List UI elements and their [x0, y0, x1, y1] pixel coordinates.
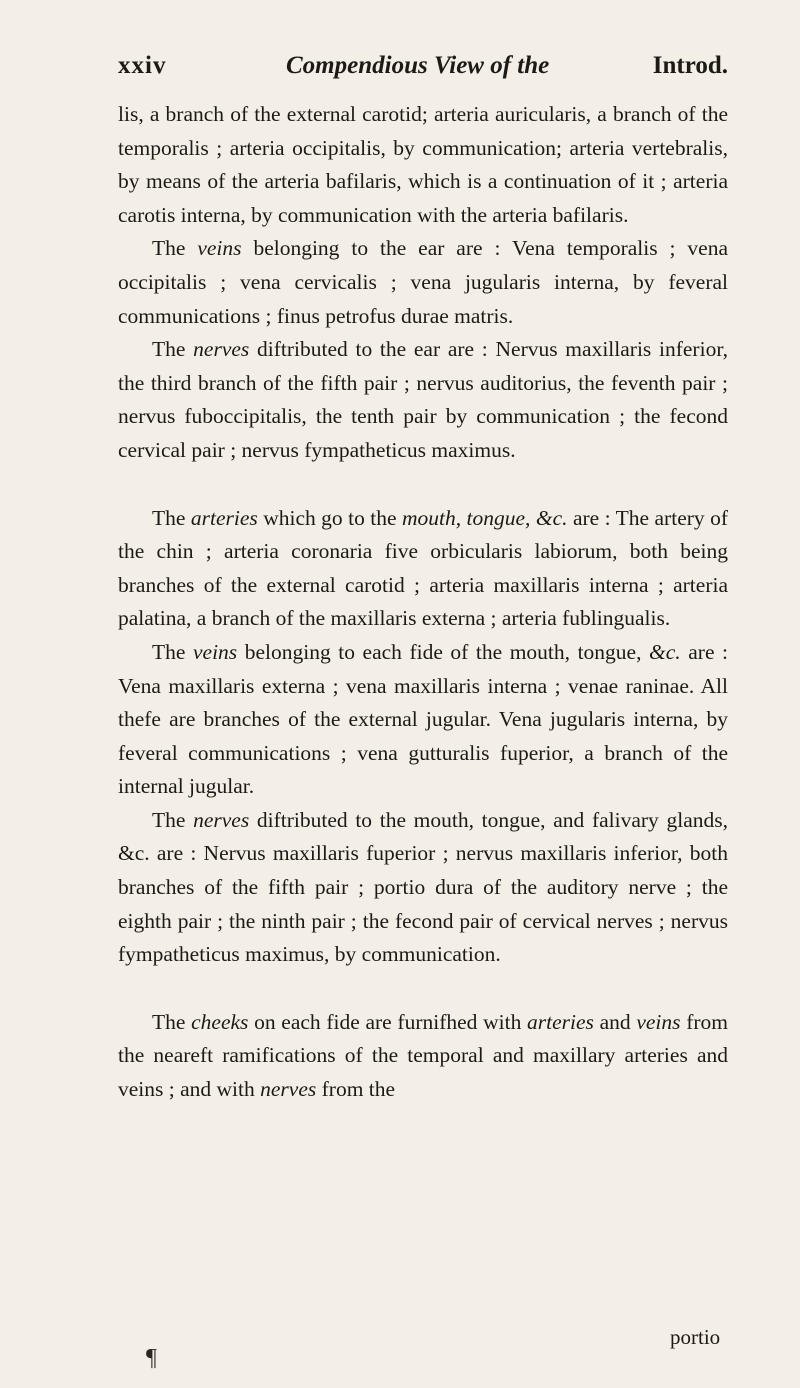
text-run: lis, a branch of the external carotid; arteria auricularis, a branch of the temporalis ; arteria occipitalis, by communication; arteria vertebralis, by means of the arteria bafilaris, which is a continuation of it ; arteria carotis interna, by communication with the arteria bafilaris. [118, 102, 728, 227]
italic-term: veins [636, 1009, 681, 1034]
italic-term: &c. [649, 639, 681, 664]
text-run: diftributed to the ear are : Nervus maxillaris inferior, the third branch of the fifth pair ; nervus auditorius, the feventh pair ; nervus fuboccipitalis, the tenth pair by communication ; the fecond cervical pair ; nervus fympatheticus maximus. [118, 337, 728, 462]
section-name: Introd. [652, 52, 728, 79]
paragraph [118, 636, 728, 804]
italic-term: nerves [193, 337, 250, 362]
text-run: The [152, 1009, 192, 1034]
italic-term: veins [197, 236, 242, 261]
paragraph [118, 804, 728, 972]
italic-term: veins [192, 639, 238, 664]
text-run: belonging to each fide of the mouth, tongue, [237, 639, 650, 664]
text-run: The [152, 639, 193, 664]
paragraph [118, 232, 728, 333]
running-header [118, 52, 728, 92]
running-title: Compendious View of the [286, 52, 550, 79]
paragraph-gap [118, 468, 728, 502]
text-run: diftributed to the mouth, tongue, and falivary glands, &c. are : Nervus maxillaris fuperior ; nervus maxillaris inferior, both branches of the fifth pair ; portio dura of the auditory nerve ; the eighth pair ; the ninth pair ; the fecond pair of cervical nerves ; nervus fympatheticus maximus, by communication. [118, 807, 728, 967]
italic-term: arteries [190, 505, 258, 530]
italic-term: arteries [527, 1009, 594, 1034]
paragraph [118, 502, 728, 636]
text-run: belonging to the ear are : Vena temporalis ; vena occipitalis ; vena cervicalis ; vena jugularis interna, by feveral communications ; finus petrofus durae matris. [118, 236, 728, 328]
text-run: from the [316, 1077, 396, 1102]
italic-term: nerves [193, 807, 250, 832]
text-run: on each fide are furnifhed with [248, 1009, 528, 1034]
text-run: The [152, 337, 194, 362]
italic-term: mouth, tongue, &c. [401, 505, 568, 530]
text-run: which go to the [257, 505, 402, 530]
text-run: are : The artery of the chin ; arteria coronaria five orbicularis labiorum, both being branches of the external carotid ; arteria maxillaris interna ; arteria palatina, a branch of the maxillaris externa ; arteria fublingualis. [118, 505, 728, 631]
paragraph [118, 1006, 728, 1107]
text-run: The [152, 505, 191, 530]
text-run: The [152, 807, 194, 832]
catchword: portio [670, 1325, 721, 1349]
italic-term: nerves [260, 1077, 317, 1102]
paragraph [118, 98, 728, 232]
paragraph-gap [118, 972, 728, 1006]
italic-term: cheeks [191, 1009, 249, 1034]
text-run: The [152, 236, 198, 261]
paragraph [118, 333, 728, 467]
body-text [118, 98, 728, 1107]
text-run: and [593, 1009, 637, 1034]
text-run: from the neareft ramifications of the temporal and maxillary arteries and veins ; and with [118, 1009, 728, 1102]
text-run: are : Vena maxillaris externa ; vena maxillaris interna ; venae raninae. All thefe are branches of the external jugular. Vena jugularis interna, by feveral communications ; vena gutturalis fuperior, a branch of the internal jugular. [118, 639, 729, 799]
page-number: xxiv [118, 52, 167, 79]
signature-mark: ¶ [146, 1345, 157, 1371]
